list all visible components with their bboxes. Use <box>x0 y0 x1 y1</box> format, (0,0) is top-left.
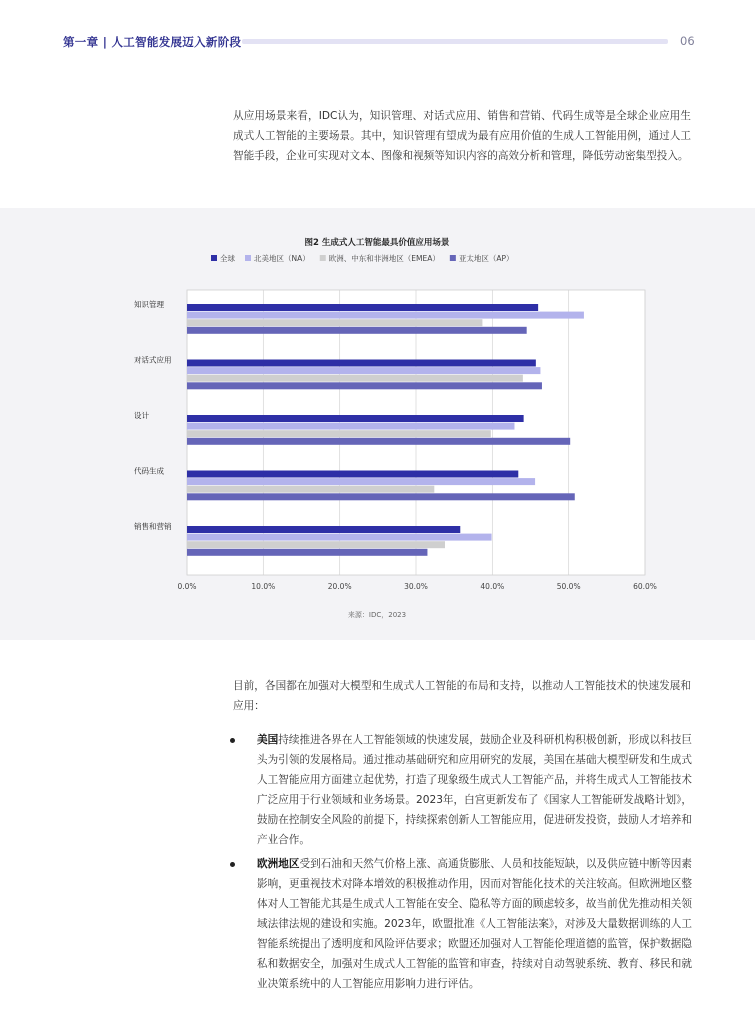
x-tick-label: 50.0% <box>556 582 581 591</box>
bullet-label: 美国 <box>257 734 279 746</box>
legend-swatch <box>245 255 251 261</box>
bar <box>187 471 518 478</box>
x-tick-label: 0.0% <box>177 582 197 591</box>
bar <box>187 360 536 367</box>
legend-label: 亚太地区（AP） <box>458 254 514 263</box>
legend-swatch <box>450 255 456 261</box>
x-tick-label: 40.0% <box>480 582 505 591</box>
chapter-title: 第一章 | 人工智能发展迈入新阶段 <box>63 35 242 49</box>
bullet-body: 持续推进各界在人工智能领域的快速发展，鼓励企业及科研机构积极创新，形成以科技巨头为引领的发展格局。通过推动基础研究和应用研究的发展，美国在基础大模型研发和生成式人工智能应用方面建立起优势，打造了现象级生成式人工智能产品，并将生成式人工智能技术广泛应用于行业领域和业务场景。2023年，白宫更新发布了《国家人工智能研发战略计划》，鼓励在控制安全风险的前提下，持续探索创新人工智能应用，促进研发投资，鼓励人才培养和产业合作。 <box>257 734 693 846</box>
bar <box>187 304 538 311</box>
bullet-label: 欧洲地区 <box>257 858 300 870</box>
category-label: 知识管理 <box>134 300 164 309</box>
bar-chart <box>0 208 755 640</box>
bullet-item-usa <box>230 730 692 850</box>
page-header <box>0 0 755 60</box>
legend-label: 北美地区（NA） <box>254 254 310 263</box>
bar <box>187 526 460 533</box>
legend-label: 全球 <box>220 254 235 263</box>
bar <box>187 486 434 493</box>
bar <box>187 382 542 389</box>
bullet-text <box>257 730 692 850</box>
bullet-dot-icon <box>230 862 235 867</box>
bar <box>187 415 524 422</box>
bar <box>187 312 584 319</box>
legend-label: 欧洲、中东和非洲地区（EMEA） <box>328 254 440 263</box>
x-tick-label: 60.0% <box>633 582 657 591</box>
bullet-body: 受到石油和天然气价格上涨、高通货膨胀、人员和技能短缺，以及供应链中断等因素影响，更重视技术对降本增效的积极推动作用，因而对智能化技术的关注较高。但欧洲地区整体对人工智能尤其是生成式人工智能在安全、隐私等方面的顾虑较多，故当前优先推动相关领域法律法规的建设和实施。2023年，欧盟批准《人工智能法案》，对涉及大量数据训练的人工智能系统提出了透明度和风险评估要求；欧盟还加强对人工智能伦理道德的监管，保护数据隐私和数据安全，加强对生成式人工智能的监管和审查，持续对自动驾驶系统、教育、移民和就业决策系统中的人工智能应用影响力进行评估。 <box>257 858 693 990</box>
legend-swatch <box>211 255 217 261</box>
bar <box>187 438 570 445</box>
category-label: 设计 <box>134 411 149 420</box>
bar <box>187 534 492 541</box>
bar <box>187 319 482 326</box>
chart-source: 来源：IDC，2023 <box>347 611 407 619</box>
x-tick-label: 10.0% <box>251 582 276 591</box>
x-tick-label: 30.0% <box>404 582 428 591</box>
category-label: 销售和营销 <box>134 522 172 531</box>
bar <box>187 423 514 430</box>
category-label: 代码生成 <box>134 466 164 476</box>
page-number: 06 <box>680 34 695 48</box>
bar <box>187 541 445 548</box>
header-divider-bar <box>242 39 668 44</box>
bar <box>187 367 540 374</box>
bullet-text <box>257 854 692 994</box>
bar <box>187 375 523 382</box>
category-label: 对话式应用 <box>134 355 172 365</box>
intro-paragraph: 从应用场景来看，IDC认为，知识管理、对话式应用、销售和营销、代码生成等是全球企业应用生成式人工智能的主要场景。其中，知识管理有望成为最有应用价值的生成人工智能用例，通过人工智能手段，企业可实现对文本、图像和视频等知识内容的高效分析和管理，降低劳动密集型投入。 <box>233 110 691 162</box>
chart-title: 图2 生成式人工智能最具价值应用场景 <box>304 238 450 248</box>
bar <box>187 430 491 437</box>
bullet-item-europe <box>230 854 692 994</box>
bar <box>187 478 535 485</box>
chart-panel <box>0 208 755 640</box>
legend-swatch <box>320 255 326 261</box>
bar <box>187 493 575 500</box>
bar <box>187 549 427 556</box>
lead-paragraph: 目前，各国都在加强对大模型和生成式人工智能的布局和支持，以推动人工智能技术的快速发展和应用： <box>233 680 691 712</box>
bar <box>187 327 527 334</box>
bullet-dot-icon <box>230 738 235 743</box>
x-tick-label: 20.0% <box>327 582 352 591</box>
